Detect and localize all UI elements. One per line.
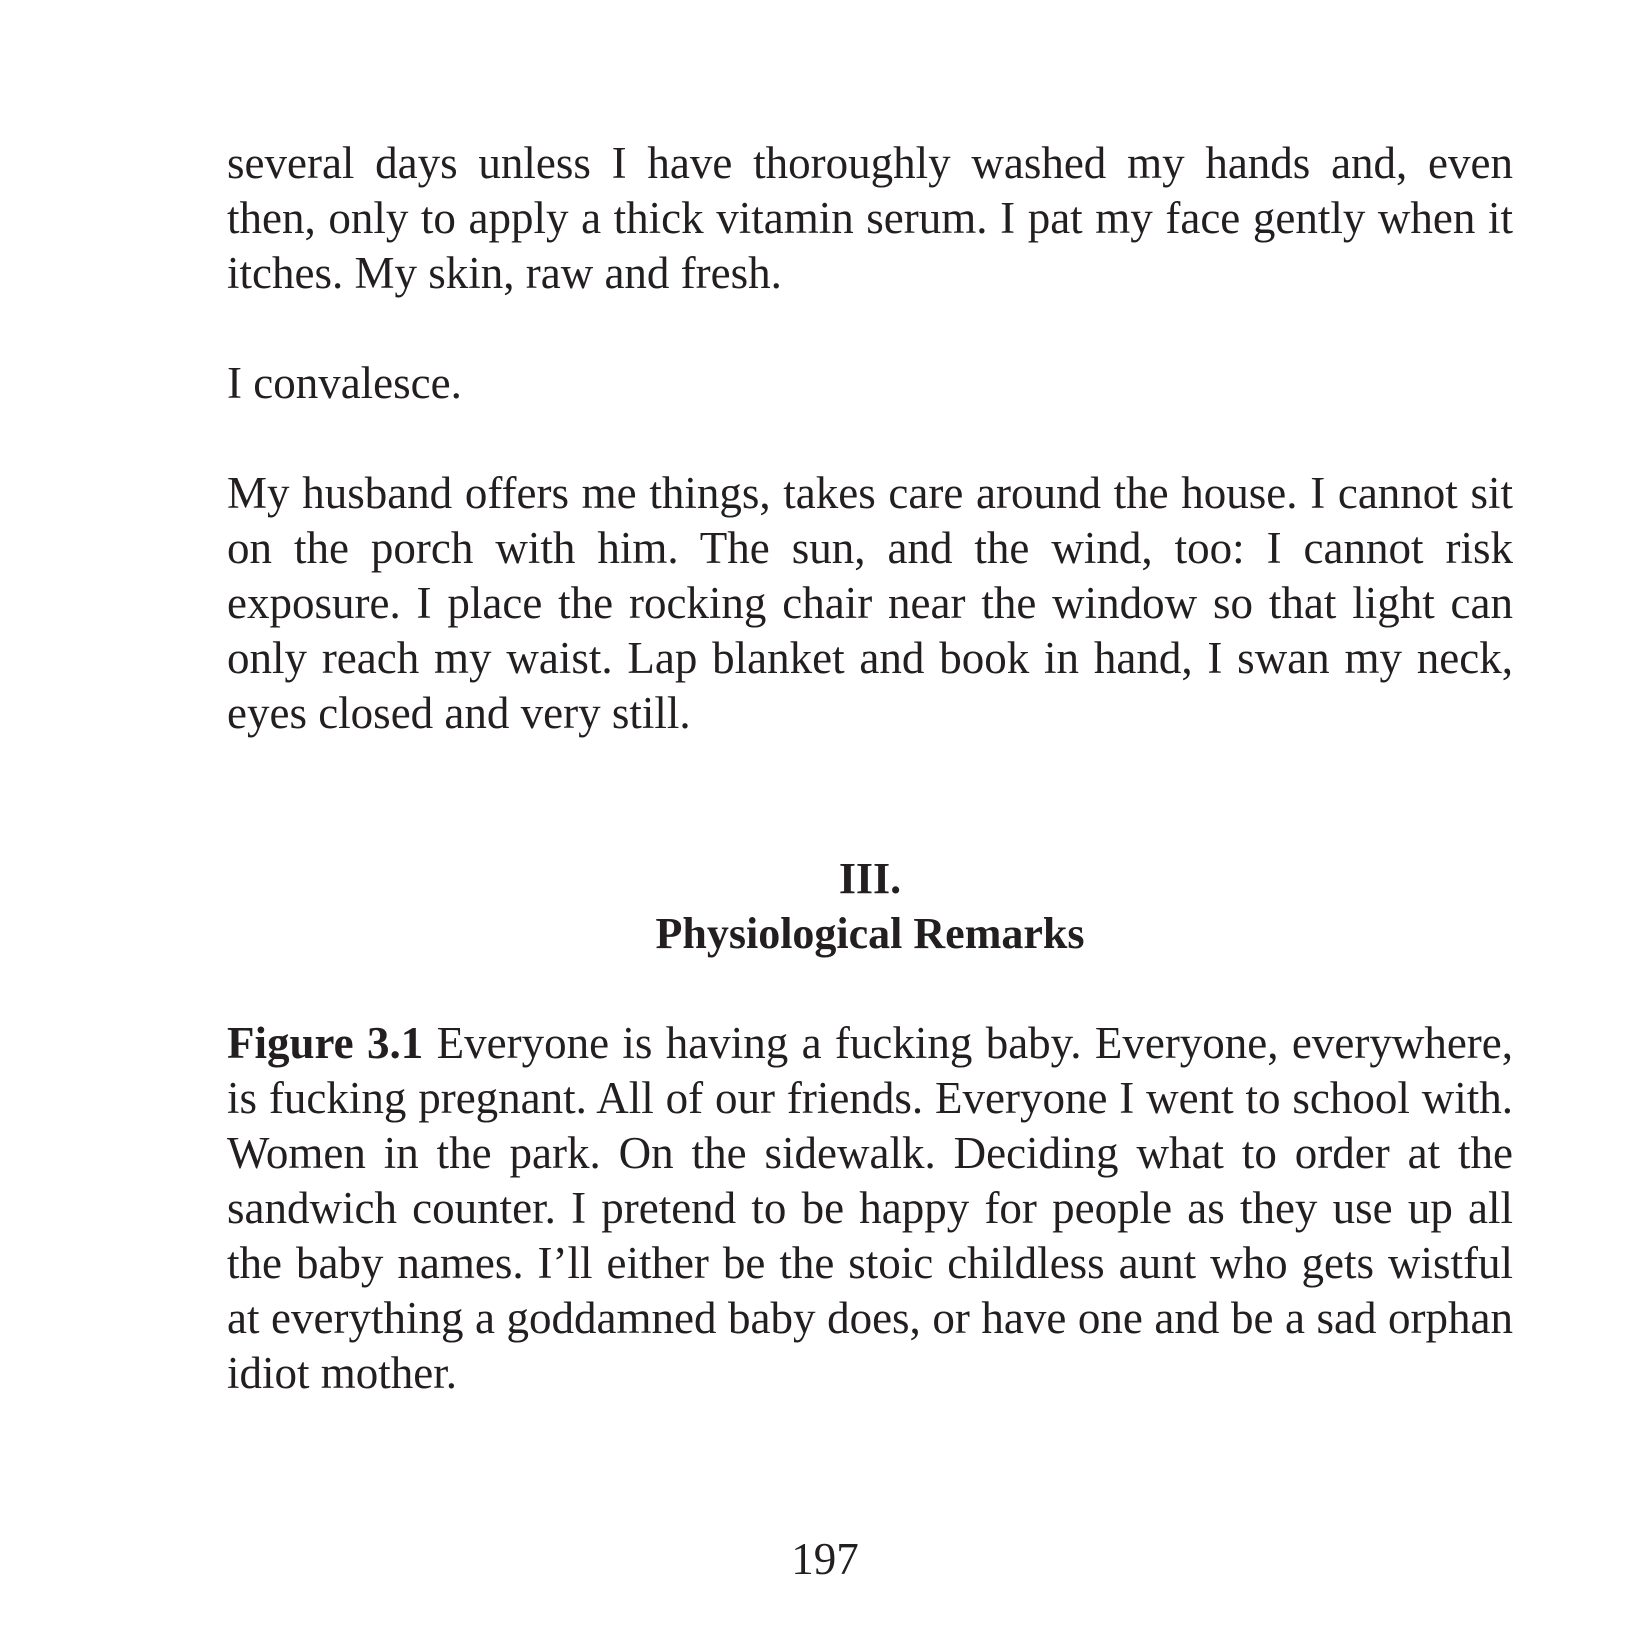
page-number: 197: [791, 1534, 859, 1584]
paragraph-husband: My husband offers me things, takes care around the house. I cannot sit on the porch with him. The sun, and the wind, too: I cannot risk exposure. I place the rocking chair near the window so that light can only reach my waist. Lap blanket and book in hand, I swan my neck, eyes closed and very still.: [227, 468, 1513, 738]
section-title: Physiological Remarks: [655, 909, 1085, 958]
figure-text: Everyone is having a fucking baby. Everyone, everywhere, is fucking pregnant. All of our friends. Everyone I went to school with. Women in the park. On the sidewalk. Deciding what to order at the sandwich counter. I pretend to be happy for people as they use up all the baby names. I’ll either be the stoic childless aunt who gets wistful at everything a goddamned baby does, or have one and be a sad orphan idiot mother.: [227, 1018, 1513, 1398]
paragraph-gap: [227, 411, 1513, 466]
paragraph-skin-care: several days unless I have thoroughly washed my hands and, even then, only to apply a thick vitamin serum. I pat my face gently when it itches. My skin, raw and fresh.: [227, 138, 1513, 298]
heading-gap: [227, 961, 1513, 1016]
page-body: [227, 136, 1513, 1401]
paragraph-gap: [227, 301, 1513, 356]
paragraph-figure: [227, 1016, 1513, 1401]
paragraph-convalesce: I convalesce.: [227, 358, 462, 408]
section-numeral: III.: [838, 854, 902, 903]
section-gap: [227, 741, 1513, 851]
figure-label: Figure 3.1: [227, 1018, 424, 1068]
